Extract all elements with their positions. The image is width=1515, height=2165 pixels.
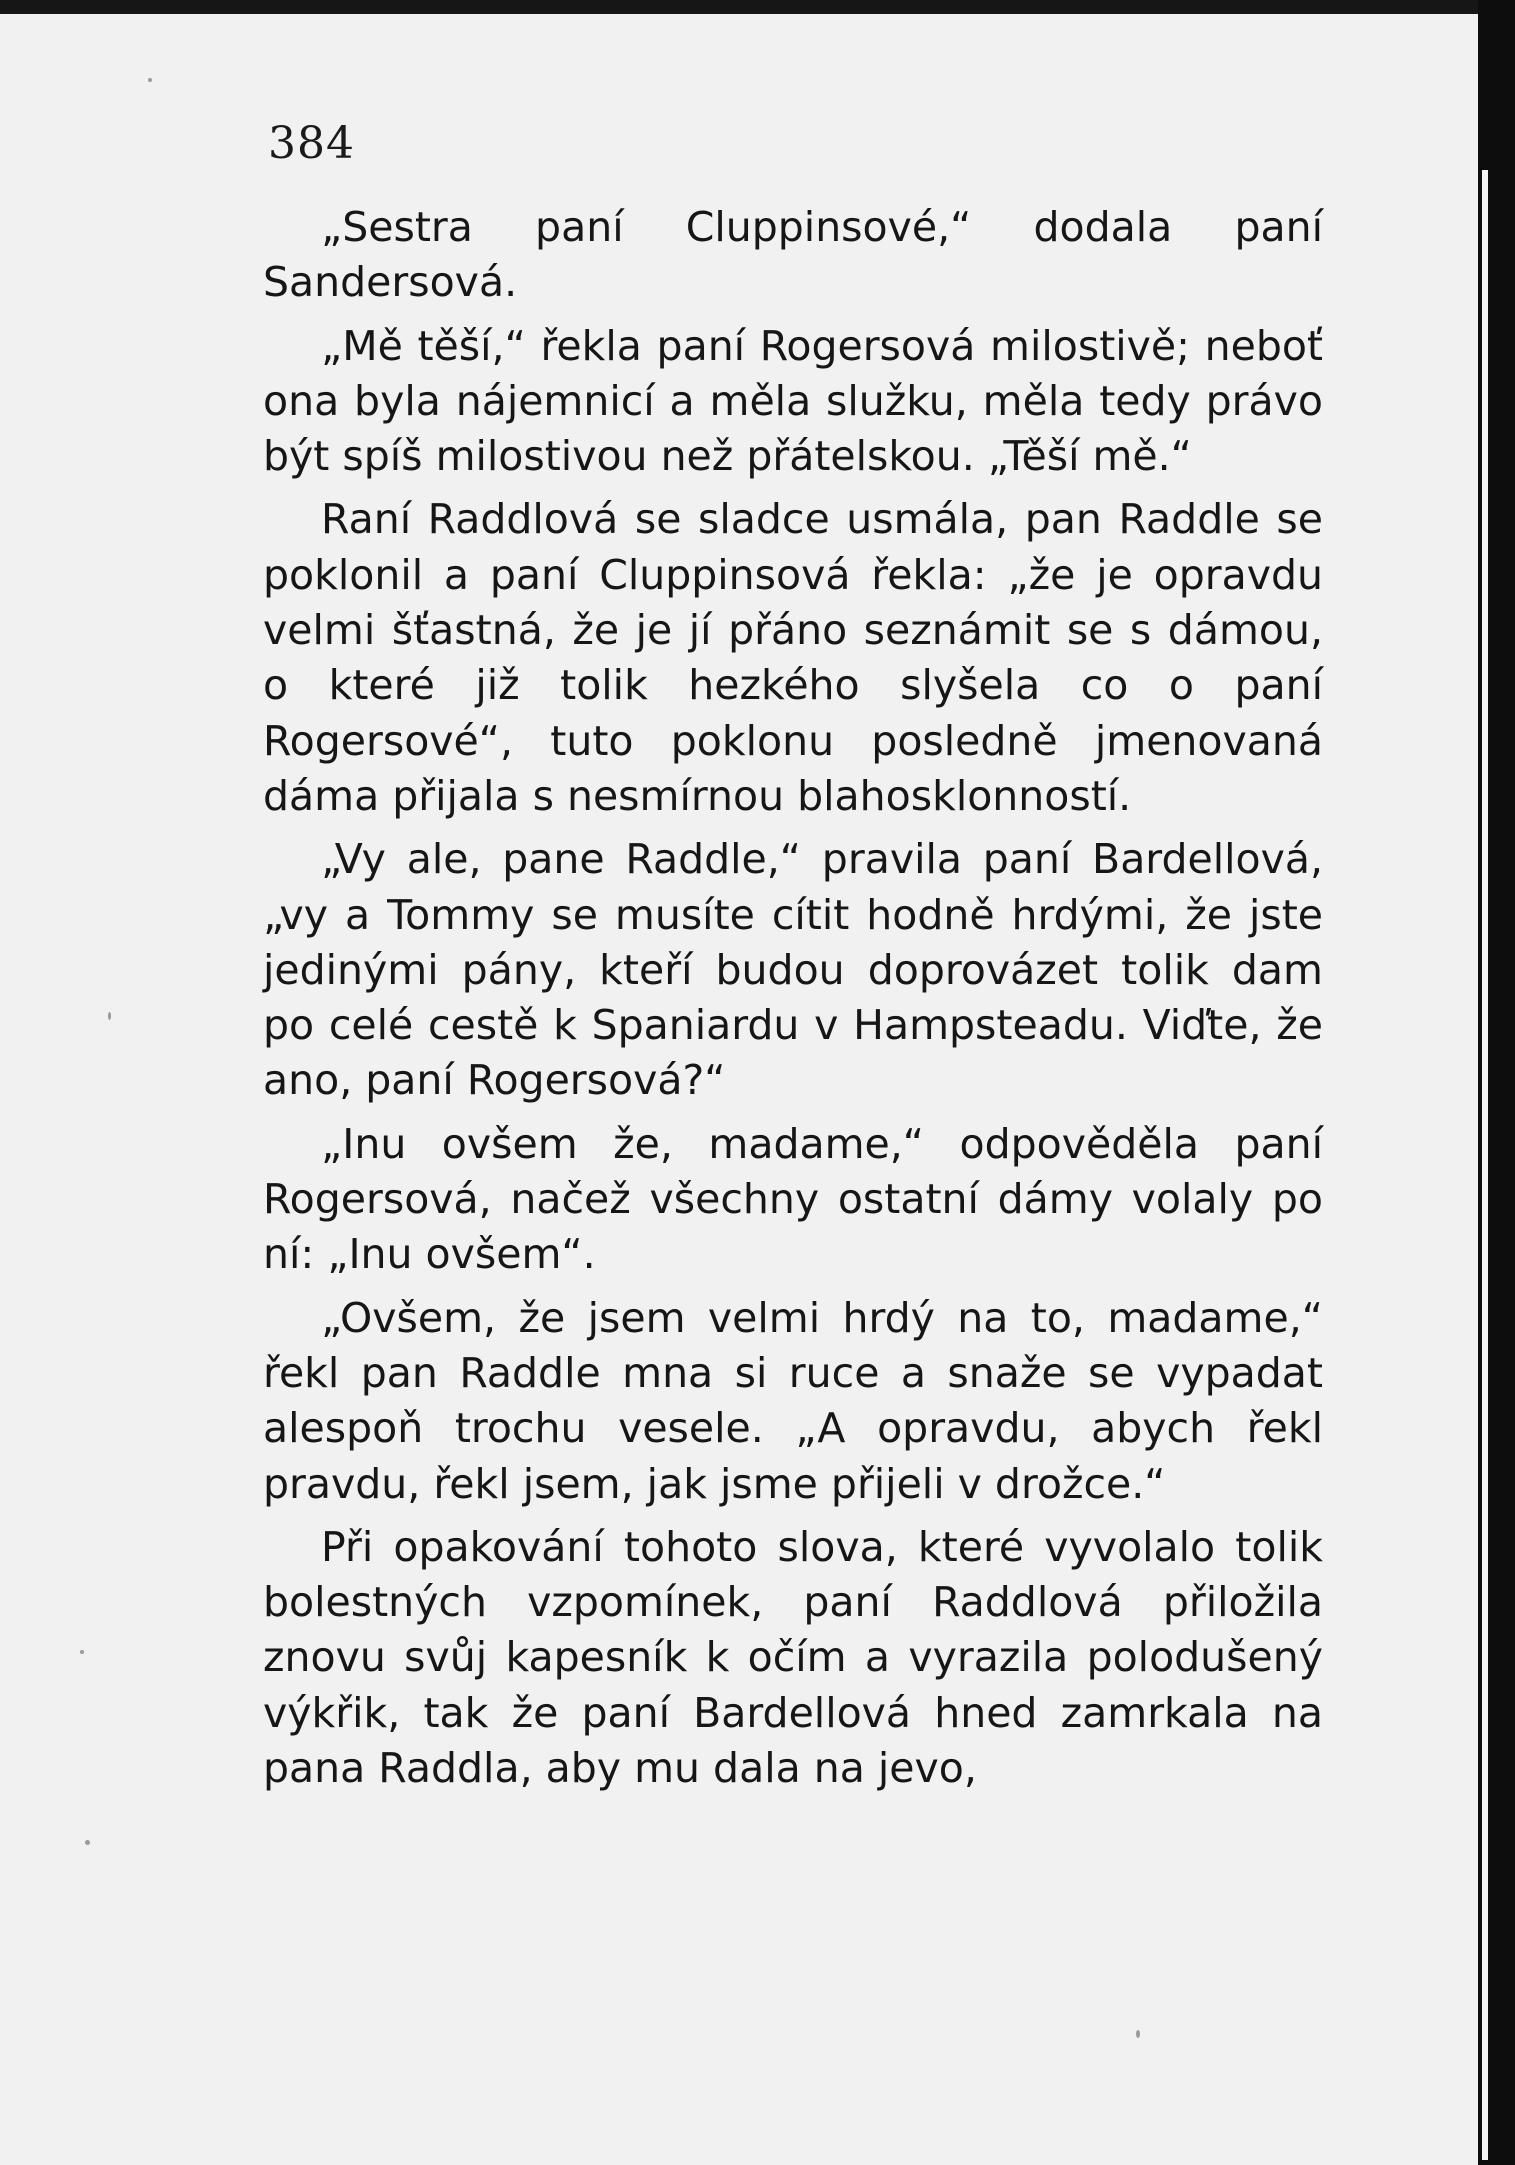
paragraph: „Inu ovšem že, madame,“ odpověděla paní Rogersová, načež všechny ostatní dámy volaly po ní: „Inu ovšem“. xyxy=(263,1119,1323,1279)
paragraph: „Mě těší,“ řekla paní Rogersová milostivě; neboť ona byla nájemnicí a měla služku, měla tedy právo být spíš milostivou než přátelskou. „Těší mě.“ xyxy=(263,321,1323,481)
page-edge-rule xyxy=(1482,170,1488,2160)
paragraph: „Ovšem, že jsem velmi hrdý na to, madame,“ řekl pan Raddle mna si ruce a snaže se vypadat alespoň trochu vesele. „A opravdu, abych řekl pravdu, řekl jsem, jak jsme přijeli v drožce.“ xyxy=(263,1293,1323,1508)
scan-right-edge xyxy=(1478,0,1515,2165)
scan-speck xyxy=(108,1012,111,1020)
scan-speck xyxy=(80,1650,84,1654)
scan-speck xyxy=(85,1840,90,1845)
paragraph: Raní Raddlová se sladce usmála, pan Raddle se poklonil a paní Cluppinsová řekla: „že je opravdu velmi šťastná, že je jí přáno seznámit se s dámou, o které již tolik hezkého slyšela co o paní Rogersové“, tuto poklonu posledně jmenovaná dáma přijala s nesmírnou blahosklonností. xyxy=(263,495,1323,820)
body-text xyxy=(263,200,1323,1804)
scan-speck xyxy=(1136,2030,1140,2038)
paragraph: Při opakování tohoto slova, které vyvolalo tolik bolestných vzpomínek, paní Raddlová přiložila znovu svůj kapesník k očím a vyrazila polodušený výkřik, tak že paní Bardellová hned zamrkala na pana Raddla, aby mu dala na jevo, xyxy=(263,1522,1323,1793)
paragraph: „Vy ale, pane Raddle,“ pravila paní Bardellová, „vy a Tommy se musíte cítit hodně hrdými, že jste jedinými pány, kteří budou doprovázet tolik dam po celé cestě k Spaniardu v Hampsteadu. Viďte, že ano, paní Rogersová?“ xyxy=(263,835,1323,1105)
page-number: 384 xyxy=(268,118,355,169)
scan-speck xyxy=(148,78,152,82)
paragraph: „Sestra paní Cluppinsové,“ dodala paní Sandersová. xyxy=(263,203,1323,307)
scan-top-edge xyxy=(0,0,1478,14)
